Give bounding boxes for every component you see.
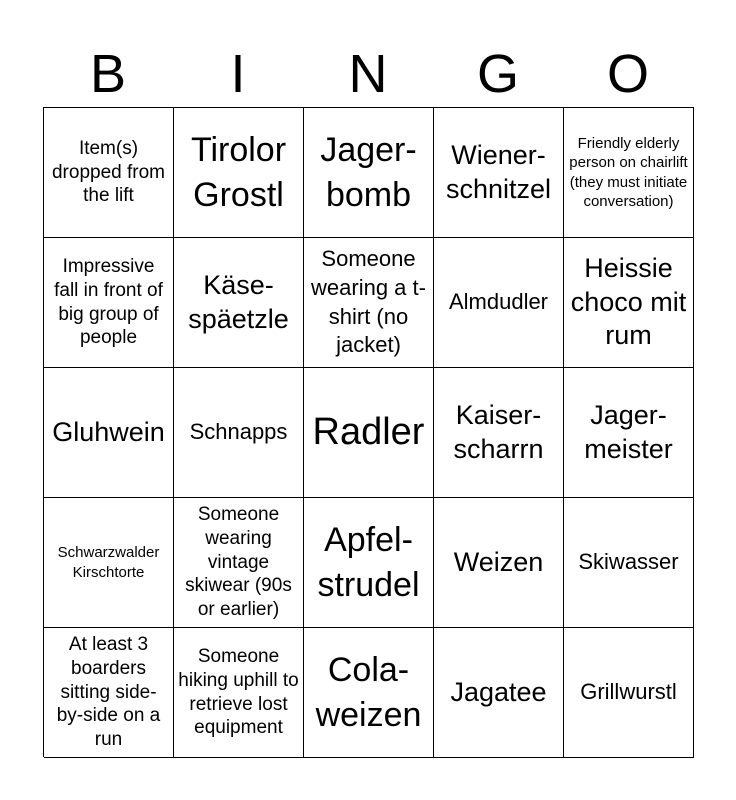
bingo-header — [43, 40, 693, 108]
bingo-cell[interactable]: Someone hiking uphill to retrieve lost equipment — [174, 628, 304, 758]
header-letter-n: N — [348, 44, 388, 104]
bingo-cell[interactable]: Käse-späetzle — [174, 238, 304, 368]
bingo-cell[interactable]: Cola-weizen — [304, 628, 434, 758]
bingo-cell[interactable]: Someone wearing a t-shirt (no jacket) — [304, 238, 434, 368]
bingo-cell[interactable]: At least 3 boarders sitting side-by-side on a run — [44, 628, 174, 758]
header-letter-b: B — [89, 44, 127, 104]
bingo-cell[interactable]: Weizen — [434, 498, 564, 628]
bingo-cell[interactable]: Skiwasser — [564, 498, 694, 628]
header-letter-i: I — [230, 44, 246, 104]
bingo-cell[interactable]: Gluhwein — [44, 368, 174, 498]
bingo-cell[interactable]: Jager-bomb — [304, 108, 434, 238]
bingo-cell[interactable]: Radler — [304, 368, 434, 498]
bingo-cell[interactable]: Almdudler — [434, 238, 564, 368]
bingo-cell[interactable]: Someone wearing vintage skiwear (90s or earlier) — [174, 498, 304, 628]
bingo-cell[interactable]: Friendly elderly person on chairlift (they must initiate conversation) — [564, 108, 694, 238]
bingo-cell[interactable]: Jagatee — [434, 628, 564, 758]
bingo-board — [43, 107, 694, 757]
bingo-cell[interactable]: Apfel-strudel — [304, 498, 434, 628]
bingo-cell[interactable]: Schnapps — [174, 368, 304, 498]
bingo-cell[interactable]: Heissie choco mit rum — [564, 238, 694, 368]
bingo-cell[interactable]: Kaiser-scharrn — [434, 368, 564, 498]
bingo-cell[interactable]: Wiener-schnitzel — [434, 108, 564, 238]
bingo-cell[interactable]: Tirolor Grostl — [174, 108, 304, 238]
header-letter-o: O — [606, 44, 649, 104]
bingo-cell[interactable]: Item(s) dropped from the lift — [44, 108, 174, 238]
bingo-cell[interactable]: Impressive fall in front of big group of people — [44, 238, 174, 368]
bingo-cell[interactable]: Schwarzwalder Kirschtorte — [44, 498, 174, 628]
bingo-cell[interactable]: Grillwurstl — [564, 628, 694, 758]
header-letter-g: G — [476, 44, 519, 104]
bingo-cell[interactable]: Jager-meister — [564, 368, 694, 498]
